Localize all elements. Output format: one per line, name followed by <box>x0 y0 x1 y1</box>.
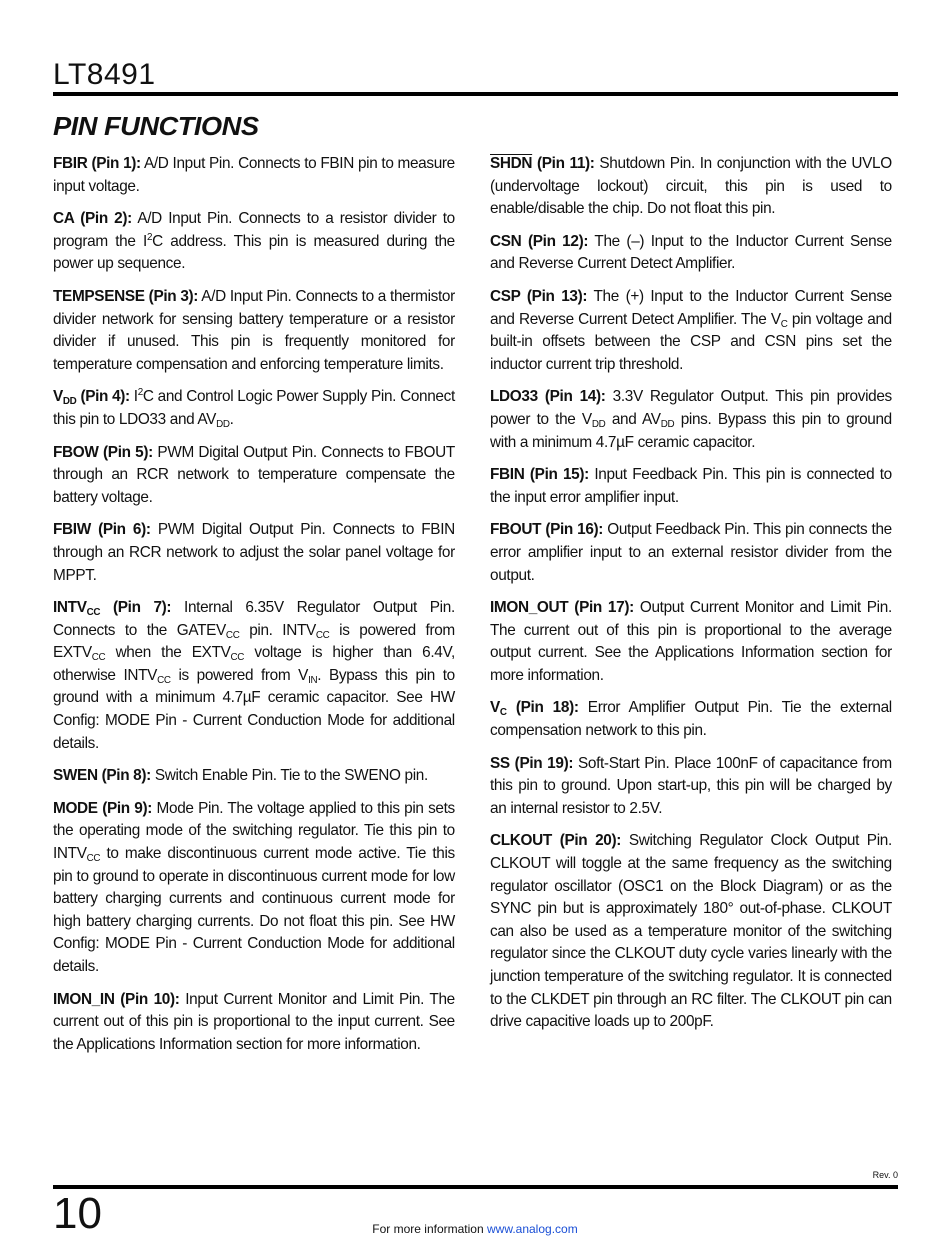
pin-5: FBOW (Pin 5): PWM Digital Output Pin. Connects to FBOUT through an RCR network to temperature compensate the battery voltage. <box>53 443 455 506</box>
section-title: PIN FUNCTIONS <box>53 111 259 141</box>
pin-4: $V_{DD}$ (Pin 4): $I^2C$ and Control Logic Power Supply Pin. Connect this pin to LDO33 and $AV_{DD}$. <box>53 387 455 430</box>
pin-18: $V_C$ (Pin 18): Error Amplifier Output Pin. Tie the external compensation network to this pin. <box>490 699 892 740</box>
pin-2: CA (Pin 2): A/D Input Pin. Connects to a resistor divider to program the $I^2C$ address. This pin is measured during the power up sequence. <box>53 210 455 273</box>
footer-rule <box>53 1185 898 1189</box>
header-rule <box>53 92 898 96</box>
pin-16: FBOUT (Pin 16): Output Feedback Pin. This pin connects the error amplifier input to an external resistor divider from the output. <box>490 521 892 584</box>
pin-3: TEMPSENSE (Pin 3): A/D Input Pin. Connects to a thermistor divider network for sensing battery temperature or a resistor divider if unused. This pin is frequently monitored for temperature compensation and enforcing temperature limits. <box>53 287 455 373</box>
footer-more-info: For more information www.analog.com <box>372 1222 578 1236</box>
right-column <box>490 153 898 1044</box>
pin-17: IMON_OUT (Pin 17): Output Current Monitor and Limit Pin. The current out of this pin is proportional to the average output current. See the Applications Information section for more information. <box>490 599 892 684</box>
part-number: LT8491 <box>53 58 156 91</box>
pin-1: FBIR (Pin 1): A/D Input Pin. Connects to FBIN pin to measure input voltage. <box>53 155 455 195</box>
pin-8: SWEN (Pin 8): Switch Enable Pin. Tie to the SWENO pin. <box>53 767 428 785</box>
pin-7: $INTV_{CC}$ (Pin 7): Internal 6.35V Regulator Output Pin. Connects to the $GATEV_{CC}$ pin. $INTV_{CC}$ is powered from $EXTV_{CC}$ when the $EXTV_{CC}$ voltage is higher than 6.4V, otherwise $INTV_{CC}$ is powered from $V_{IN}$. Bypass this pin to ground with a minimum 4.7µF ceramic capacitor. See HW Config: MODE Pin - Current Conduction Mode for additional details. <box>53 599 455 752</box>
pin-13: CSP (Pin 13): The (+) Input to the Inductor Current Sense and Reverse Current Detect Amplifier. The $V_C$ pin voltage and built-in offsets between the CSP and CSN pins set the inductor current trip threshold. <box>490 287 892 373</box>
pin-14: LDO33 (Pin 14): 3.3V Regulator Output. This pin provides power to the $V_{DD}$ and $AV_{DD}$ pins. Bypass this pin to ground with a minimum 4.7µF ceramic capacitor. <box>490 388 892 451</box>
pin-15: FBIN (Pin 15): Input Feedback Pin. This pin is connected to the input error amplifier input. <box>490 466 892 506</box>
page-number: 10 <box>53 1189 102 1238</box>
pin-20: CLKOUT (Pin 20): Switching Regulator Clock Output Pin. CLKOUT will toggle at the same frequency as the switching regulator oscillator (OSC1 on the Block Diagram) or as the SYNC pin but is approximately 180° out-of-phase. CLKOUT can also be used as a temperature monitor of the switching regulator since the CLKOUT duty cycle varies linearly with the junction temperature of the switching regulator. It is connected to the CLKDET pin through an RC filter. The CLKOUT pin can drive capacitive loads up to 200pF. <box>490 832 892 1031</box>
pin-12: CSN (Pin 12): The (–) Input to the Inductor Current Sense and Reverse Current Detect Amplifier. <box>490 232 892 273</box>
pin-9: MODE (Pin 9): Mode Pin. The voltage applied to this pin sets the operating mode of the switching regulator. Tie this pin to $INTV_{CC}$ to make discontinuous current mode active. Tie this pin to ground to operate in discontinuous current mode for low battery charging currents and continuous current mode for high battery charging currents. Do not float this pin. See HW Config: MODE Pin - Current Conduction Mode for additional details. <box>53 799 455 975</box>
pin-19: SS (Pin 19): Soft-Start Pin. Place 100nF of capacitance from this pin to ground. Upon start-up, this pin will be charged by an internal resistor to 2.5V. <box>490 754 892 817</box>
revision-label: Rev. 0 <box>872 1170 898 1180</box>
analog-link[interactable]: www.analog.com <box>486 1222 578 1236</box>
pin-6: FBIW (Pin 6): PWM Digital Output Pin. Connects to FBIN through an RCR network to adjust the solar panel voltage for MPPT. <box>53 521 455 584</box>
left-column <box>53 153 461 1066</box>
pin-10: IMON_IN (Pin 10): Input Current Monitor and Limit Pin. The current out of this pin is proportional to the input current. See the Applications Information section for more information. <box>53 990 455 1053</box>
pin-11: SHDN (Pin 11): Shutdown Pin. In conjunction with the UVLO (undervoltage lockout) circuit, this pin is used to enable/disable the chip. Do not float this pin. <box>490 155 892 218</box>
